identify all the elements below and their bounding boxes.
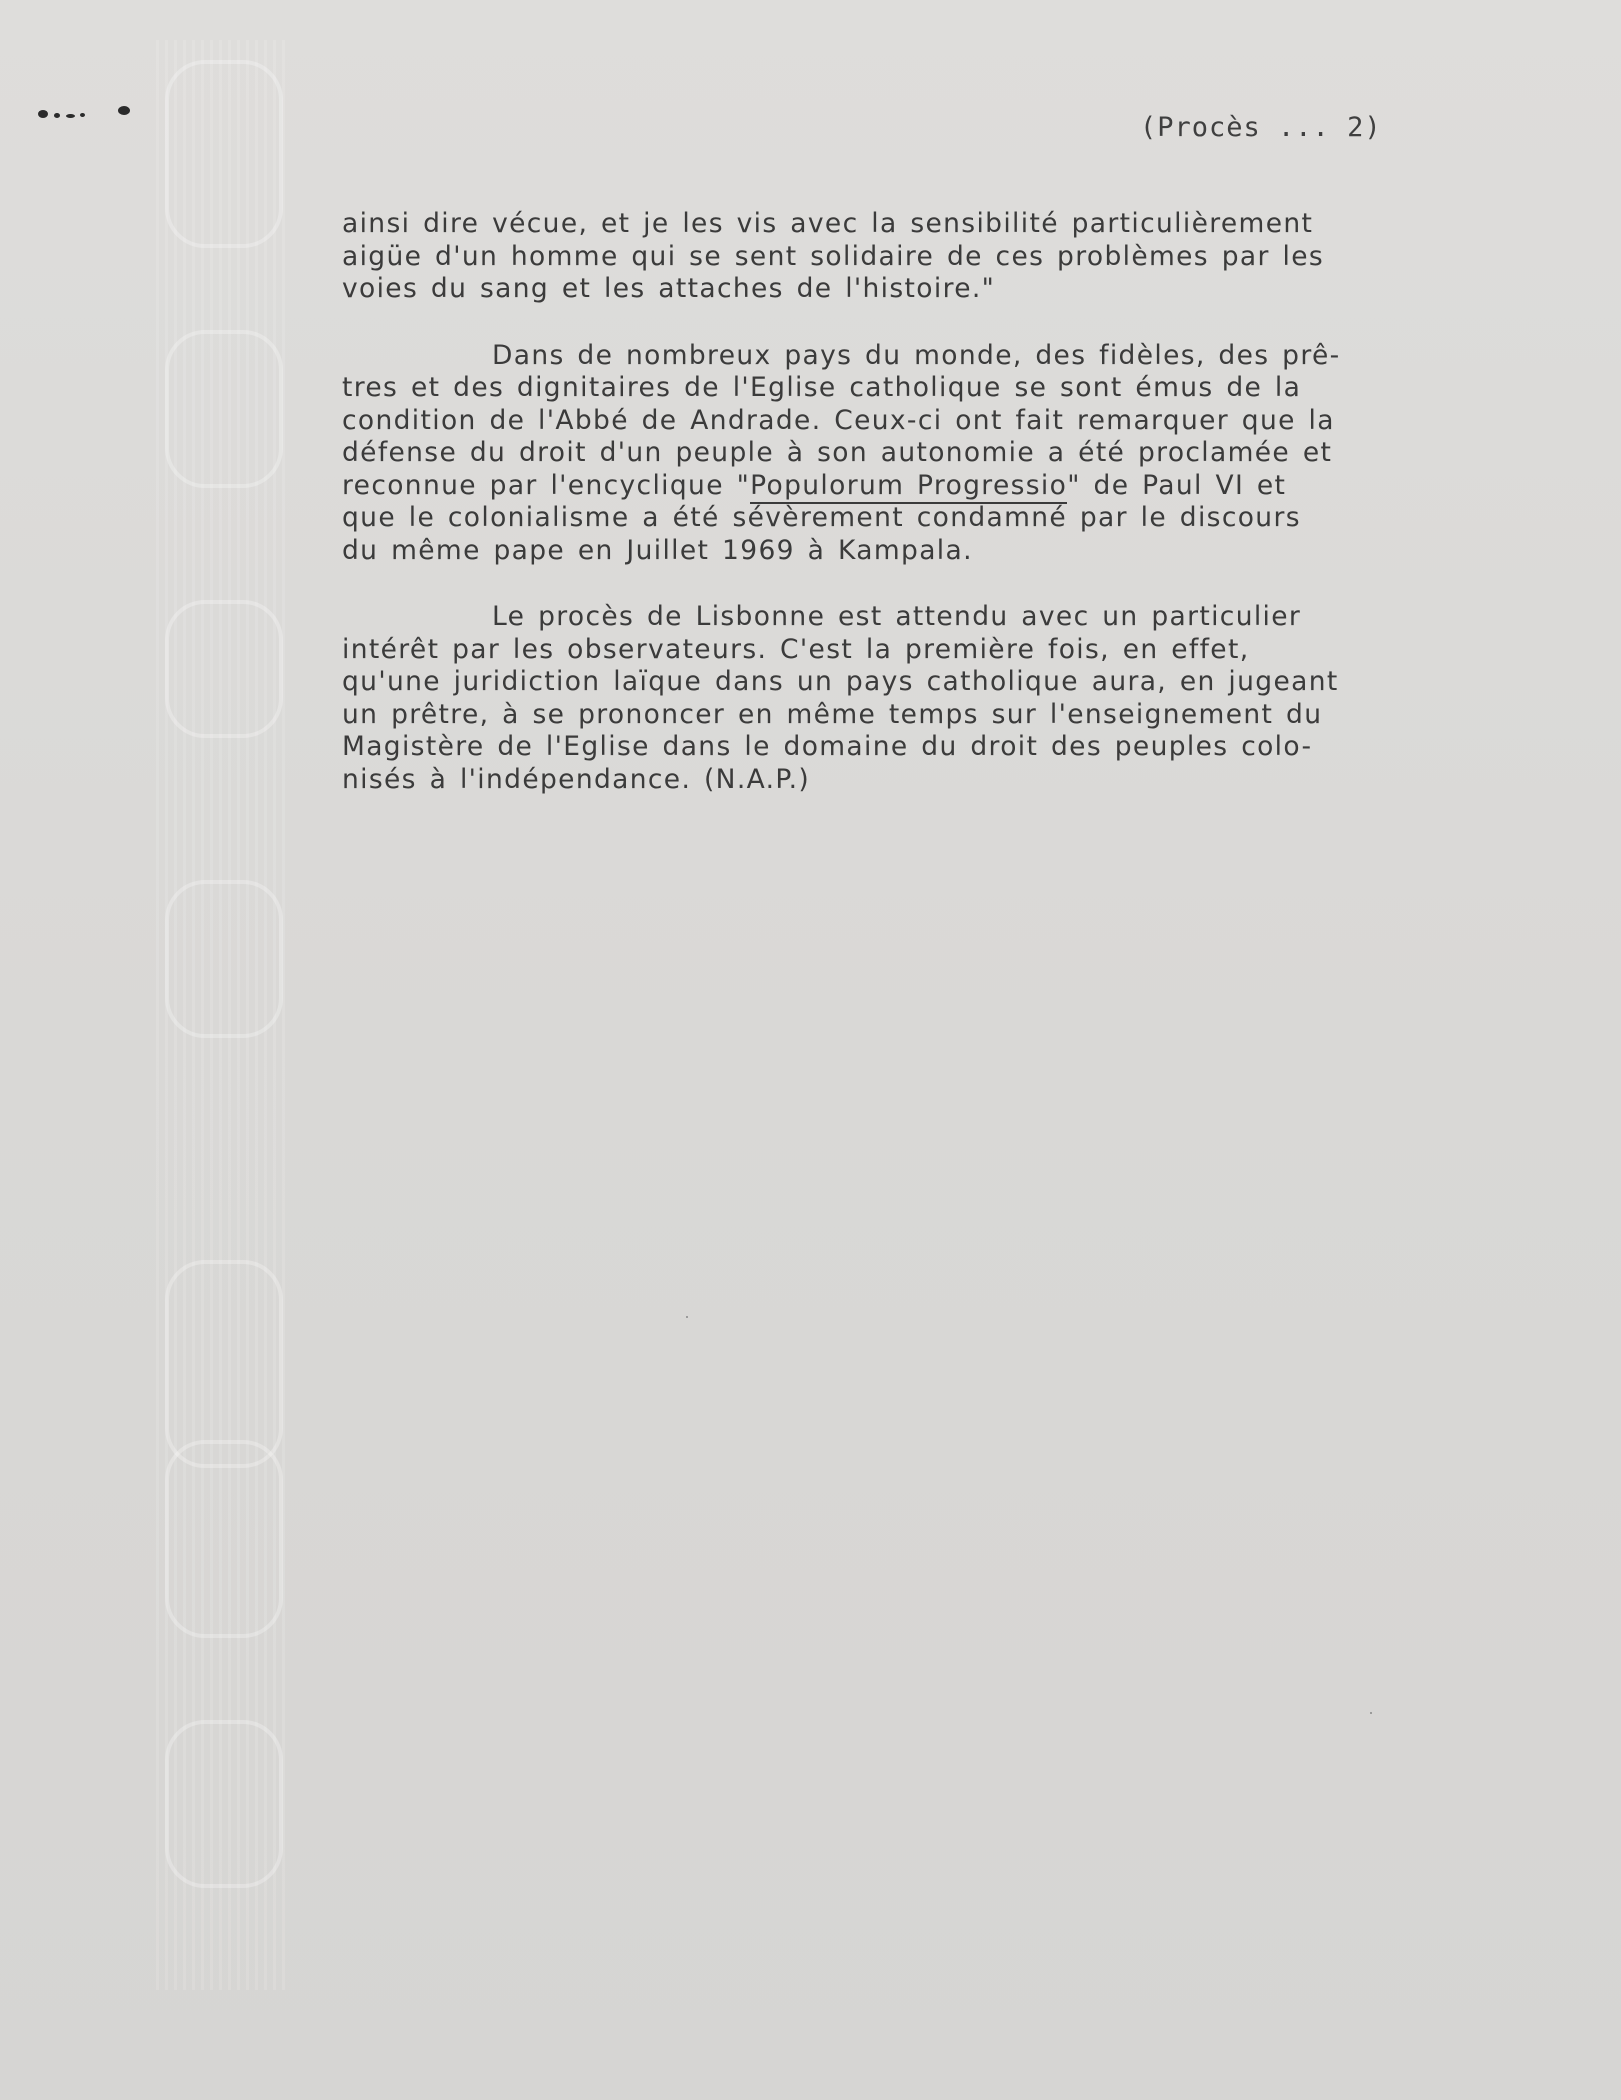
text-segment: " de Paul VI et (1067, 469, 1287, 501)
text-line: défense du droit d'un peuple à son autonomie a été proclamée et (342, 437, 1333, 468)
page-reference: (Procès ... 2) (1140, 112, 1382, 143)
text-line: condition de l'Abbé de Andrade. Ceux-ci ont fait remarquer que la (342, 404, 1335, 436)
paragraph-3 (342, 601, 1532, 796)
paper-specks (38, 104, 138, 128)
text-segment: reconnue par l'encyclique " (342, 469, 751, 501)
text-line: ainsi dire vécue, et je les vis avec la sensibilité particulièrement (342, 208, 1314, 239)
paper-speck (686, 1316, 688, 1318)
text-line: tres et des dignitaires de l'Eglise catholique se sont émus de la (342, 372, 1302, 403)
text-line: du même pape en Juillet 1969 à Kampala. (342, 534, 973, 566)
encyclical-title: Populorum Progressio (750, 470, 1067, 504)
paper-speck (1370, 1712, 1372, 1714)
text-line (342, 470, 1532, 503)
text-line: Magistère de l'Eglise dans le domaine du droit des peuples colo- (342, 731, 1313, 762)
paragraph-2 (342, 340, 1532, 568)
text-line: qu'une juridiction laïque dans un pays catholique aura, en jugeant (342, 666, 1339, 697)
text-line: intérêt par les observateurs. C'est la première fois, en effet, (342, 633, 1250, 665)
text-line: un prêtre, à se prononcer en même temps sur l'enseignement du (342, 698, 1323, 730)
text-line: nisés à l'indépendance. (N.A.P.) (342, 763, 811, 795)
text-line: aigüe d'un homme qui se sent solidaire de ces problèmes par les (342, 240, 1325, 272)
document-body (342, 208, 1532, 796)
text-line: Le procès de Lisbonne est attendu avec un particulier (492, 601, 1302, 632)
text-line: Dans de nombreux pays du monde, des fidèles, des prê- (492, 339, 1341, 371)
paragraph-1 (342, 208, 1532, 306)
text-line: que le colonialisme a été sévèrement condamné par le discours (342, 502, 1301, 533)
text-line: voies du sang et les attaches de l'histoire." (342, 273, 996, 304)
